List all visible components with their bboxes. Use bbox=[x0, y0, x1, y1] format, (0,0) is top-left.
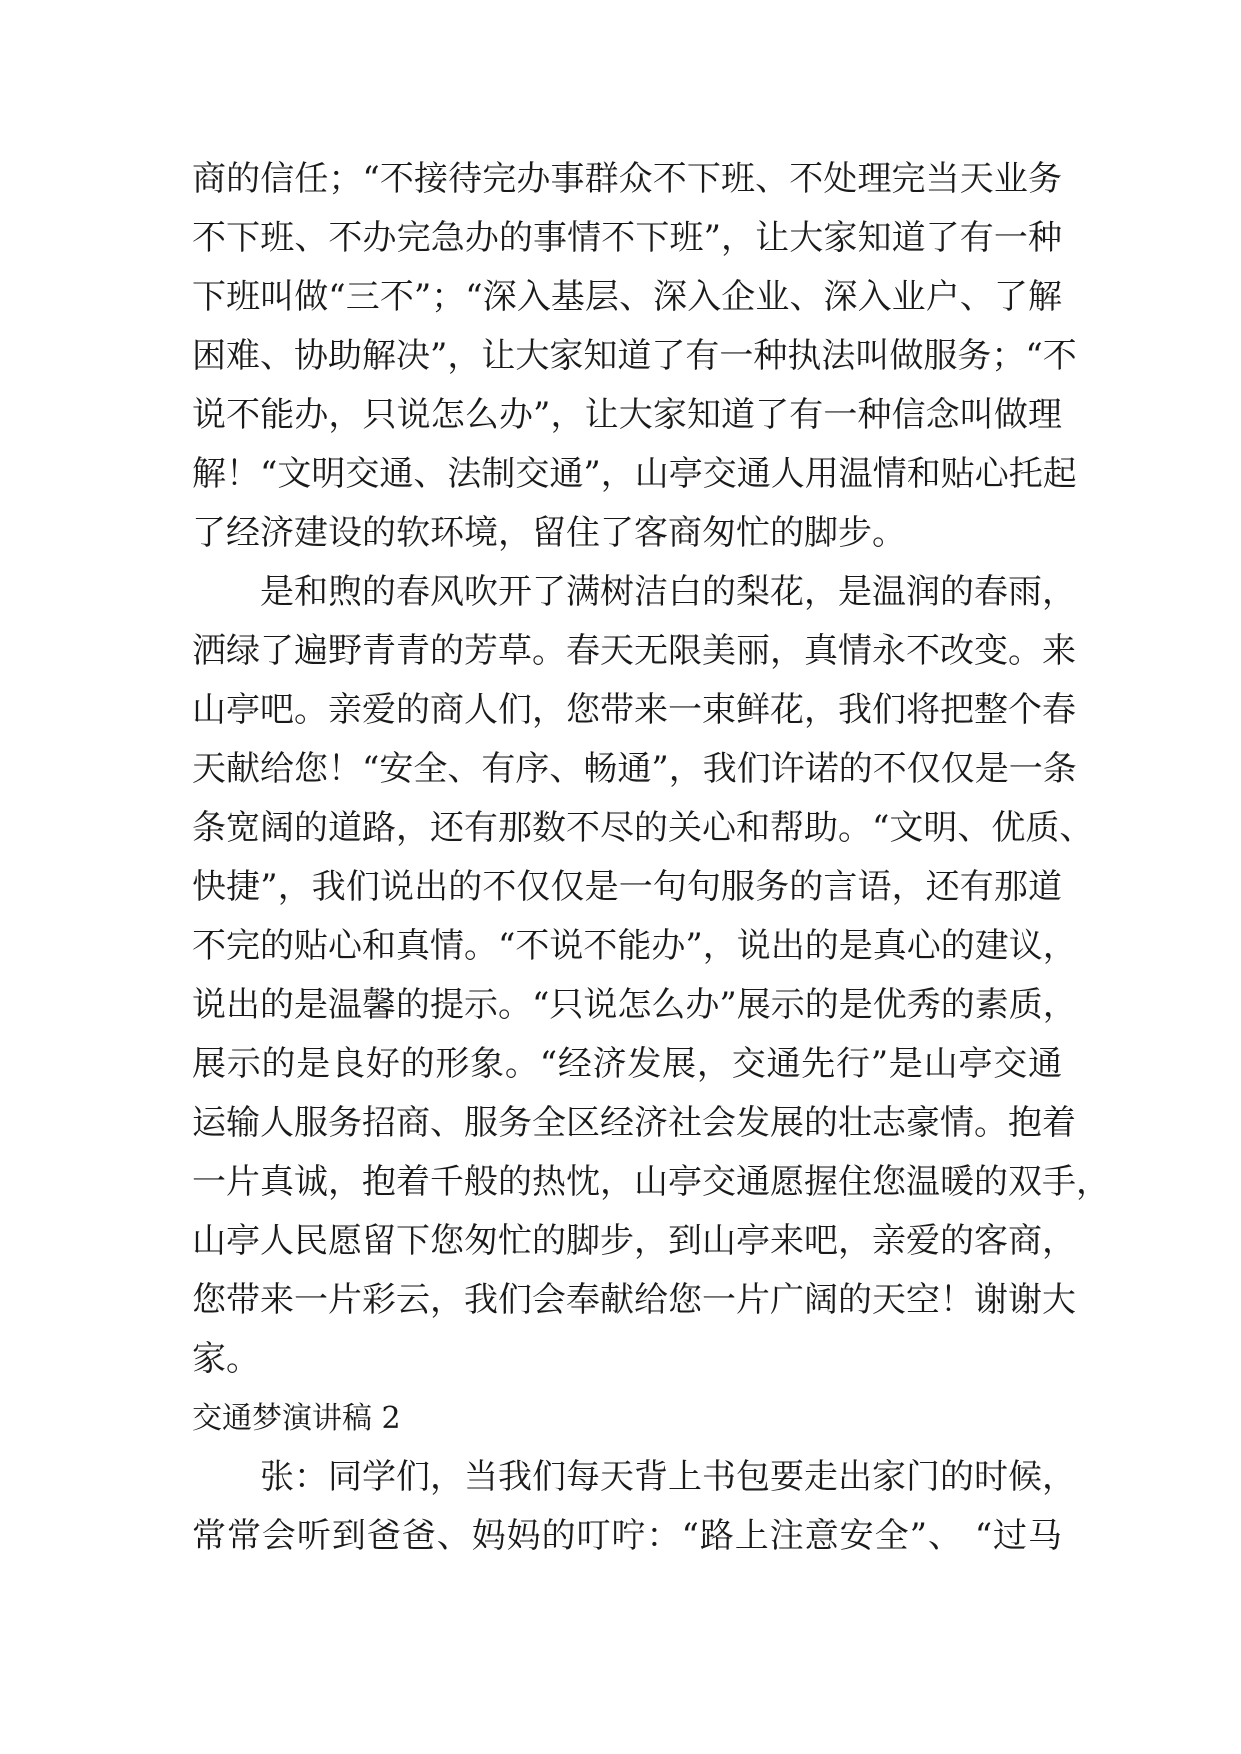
text-line: 不下班、不办完急办的事情不下班”，让大家知道了有一种 bbox=[192, 218, 1062, 258]
text-line: 家。 bbox=[192, 1339, 260, 1379]
text-line: 商的信任；“不接待完办事群众不下班、不处理完当天业务 bbox=[192, 159, 1062, 199]
text-line: 常常会听到爸爸、妈妈的叮咛：“路上注意安全”、 “过马 bbox=[192, 1516, 1062, 1556]
text-line: 快捷”，我们说出的不仅仅是一句句服务的言语，还有那道 bbox=[192, 867, 1062, 907]
text-line: 山亭人民愿留下您匆忙的脚步，到山亭来吧，亲爱的客商， bbox=[192, 1221, 1076, 1261]
text-line: 洒绿了遍野青青的芳草。春天无限美丽，真情永不改变。来 bbox=[192, 631, 1076, 671]
text-line: 是和煦的春风吹开了满树洁白的梨花，是温润的春雨， bbox=[260, 572, 1076, 612]
text-line: 张：同学们，当我们每天背上书包要走出家门的时候， bbox=[260, 1457, 1076, 1497]
text-line: 运输人服务招商、服务全区经济社会发展的壮志豪情。抱着 bbox=[192, 1103, 1076, 1143]
text-line: 一片真诚，抱着千般的热忱，山亭交通愿握住您温暖的双手， bbox=[192, 1162, 1110, 1202]
text-line: 说出的是温馨的提示。“只说怎么办”展示的是优秀的素质， bbox=[192, 985, 1077, 1025]
document-page bbox=[192, 150, 1110, 1566]
paragraph-3 bbox=[192, 1448, 1076, 1566]
text-line: 困难、协助解决”，让大家知道了有一种执法叫做服务；“不 bbox=[192, 336, 1077, 376]
text-line: 展示的是良好的形象。“经济发展，交通先行”是山亭交通 bbox=[192, 1044, 1062, 1084]
text-line: 天献给您！“安全、有序、畅通”，我们许诺的不仅仅是一条 bbox=[192, 749, 1077, 789]
text-line: 条宽阔的道路，还有那数不尽的关心和帮助。“文明、优质、 bbox=[192, 808, 1094, 848]
text-line: 解！“文明交通、法制交通”，山亭交通人用温情和贴心托起 bbox=[192, 454, 1077, 494]
text-line: 不完的贴心和真情。“不说不能办”，说出的是真心的建议， bbox=[192, 926, 1077, 966]
text-line: 下班叫做“三不”；“深入基层、深入企业、深入业户、了解 bbox=[192, 277, 1062, 317]
paragraph-2 bbox=[192, 563, 1110, 1389]
text-line: 山亭吧。亲爱的商人们，您带来一束鲜花，我们将把整个春 bbox=[192, 690, 1076, 730]
text-line: 了经济建设的软环境，留住了客商匆忙的脚步。 bbox=[192, 513, 906, 553]
paragraph-1 bbox=[192, 150, 1077, 563]
section-heading: 交通梦演讲稿 2 bbox=[192, 1401, 401, 1436]
text-line: 说不能办，只说怎么办”，让大家知道了有一种信念叫做理 bbox=[192, 395, 1062, 435]
text-line: 您带来一片彩云，我们会奉献给您一片广阔的天空！谢谢大 bbox=[192, 1280, 1076, 1320]
